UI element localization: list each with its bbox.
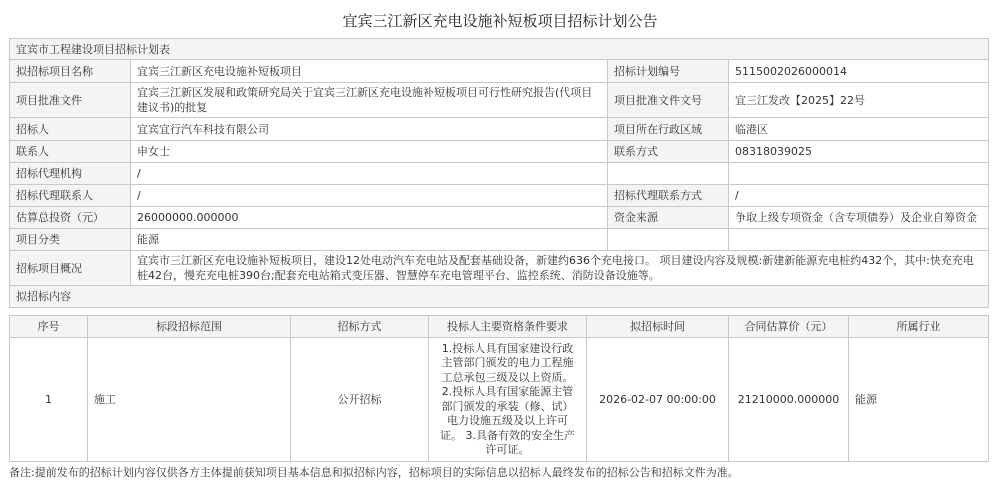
approval-doc-value: 宜宾三江新区发展和政策研究局关于宜宾三江新区充电设施补短板项目可行性研究报告(代项目建议书)的批复	[131, 83, 608, 118]
row-amount: 21210000.000000	[729, 338, 849, 462]
row-industry: 能源	[849, 338, 989, 462]
plan-no-label: 招标计划编号	[608, 60, 729, 83]
empty-cell	[729, 229, 989, 251]
tender-plan-table	[9, 315, 989, 462]
category-value: 能源	[131, 229, 608, 251]
empty-cell	[608, 163, 729, 185]
row-scope: 施工	[88, 338, 291, 462]
column-header: 拟招标时间	[587, 316, 729, 338]
region-label: 项目所在行政区域	[608, 118, 729, 141]
investment-label: 估算总投资（元）	[10, 207, 131, 229]
category-label: 项目分类	[10, 229, 131, 251]
agency-phone-value: /	[729, 185, 989, 207]
empty-cell	[729, 163, 989, 185]
phone-label: 联系方式	[608, 141, 729, 163]
agency-contact-label: 招标代理联系人	[10, 185, 131, 207]
phone-value: 08318039025	[729, 141, 989, 163]
investment-value: 26000000.000000	[131, 207, 608, 229]
plan-no-value: 5115002026000014	[729, 60, 989, 83]
approval-no-label: 项目批准文件文号	[608, 83, 729, 118]
tenderer-label: 招标人	[10, 118, 131, 141]
agency-phone-label: 招标代理联系方式	[608, 185, 729, 207]
page-title: 宜宾三江新区充电设施补短板项目招标计划公告	[342, 12, 658, 30]
row-method: 公开招标	[291, 338, 429, 462]
project-name-label: 拟招标项目名称	[10, 60, 131, 83]
row-requirements: 1.投标人具有国家建设行政主管部门颁发的电力工程施工总承包三级及以上资质。 2.投标人具有国家能源主管部门颁发的承装（修、试）电力设施五级及以上许可证。 3.具备有效的安全生产许可证。	[429, 338, 587, 462]
approval-no-value: 宜三江发改【2025】22号	[729, 83, 989, 118]
table-row	[10, 338, 989, 462]
contact-value: 申女士	[131, 141, 608, 163]
fund-source-label: 资金来源	[608, 207, 729, 229]
agency-contact-value: /	[131, 185, 608, 207]
content-section-label: 拟招标内容	[10, 286, 989, 308]
overview-value: 宜宾市三江新区充电设施补短板项目，建设12处电动汽车充电站及配套基础设备，新建约636个充电接口。 项目建设内容及规模:新建新能源充电桩约432个，其中:快充充电桩42台，慢充充电桩390台;配套充电站箱式变压器、智慧停车充电管理平台、监控系统、消防设备设施等。	[131, 251, 989, 286]
project-info-table	[9, 38, 989, 308]
agency-label: 招标代理机构	[10, 163, 131, 185]
row-time: 2026-02-07 00:00:00	[587, 338, 729, 462]
contact-label: 联系人	[10, 141, 131, 163]
column-header: 投标人主要资格条件要求	[429, 316, 587, 338]
region-value: 临港区	[729, 118, 989, 141]
column-header: 所属行业	[849, 316, 989, 338]
table-caption: 宜宾市工程建设项目招标计划表	[10, 39, 989, 60]
column-header: 标段招标范围	[88, 316, 291, 338]
column-header: 序号	[10, 316, 88, 338]
tenderer-value: 宜宾宜行汽车科技有限公司	[131, 118, 608, 141]
overview-label: 招标项目概况	[10, 251, 131, 286]
footer-note: 备注:提前发布的招标计划内容仅供各方主体提前获知项目基本信息和拟招标内容，招标项目的实际信息以招标人最终发布的招标公告和招标文件为准。	[9, 466, 739, 479]
approval-doc-label: 项目批准文件	[10, 83, 131, 118]
empty-cell	[608, 229, 729, 251]
column-header: 招标方式	[291, 316, 429, 338]
agency-value: /	[131, 163, 608, 185]
fund-source-value: 争取上级专项资金（含专项债券）及企业自筹资金	[729, 207, 989, 229]
project-name-value: 宜宾三江新区充电设施补短板项目	[131, 60, 608, 83]
row-number: 1	[10, 338, 88, 462]
column-header: 合同估算价（元）	[729, 316, 849, 338]
